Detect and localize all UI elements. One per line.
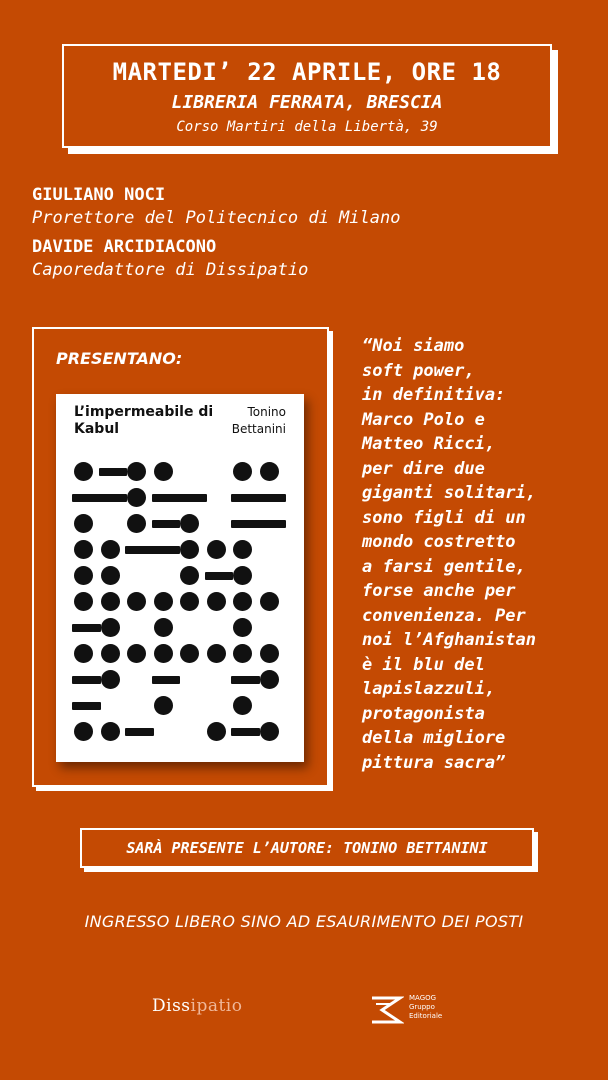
pattern-dash [258,520,287,528]
pattern-dot [74,540,93,559]
pattern-dot [260,592,279,611]
pattern-dot [74,644,93,663]
speakers-list [32,184,400,288]
magog-line: MAGOG [409,994,437,1002]
pattern-dash [72,702,101,710]
pattern-dash [125,546,154,554]
magog-line: Gruppo [409,1003,435,1011]
pattern-dot [127,592,146,611]
pattern-dash [72,676,101,684]
pattern-dot [233,618,252,637]
book-cover-pattern [74,462,286,752]
pattern-dot [101,722,120,741]
speaker-name: DAVIDE ARCIDIACONO [32,237,217,257]
pattern-dash [258,494,287,502]
pattern-dot [154,462,173,481]
pattern-dot [74,566,93,585]
pattern-dot [74,722,93,741]
event-address: Corso Martiri della Libertà, 39 [176,119,438,135]
pattern-dot [101,644,120,663]
pattern-dash [125,728,154,736]
pattern-dash [72,624,101,632]
pattern-dot [154,618,173,637]
pattern-dot [154,644,173,663]
pattern-dot [233,592,252,611]
pattern-dot [154,696,173,715]
dissipatio-logo [152,996,242,1016]
book-quote: “Noi siamo soft power, in definitiva: Marco Polo e Matteo Ricci, per dire due giganti solitari, sono figli di un mondo costretto a farsi gentile, forse anche per convenienza. Per noi l’Afghanistan è il blu del lapislazzuli, protagonista della migliore pittura sacra” [362,336,536,773]
author-notice: SARÀ PRESENTE L’AUTORE: TONINO BETTANINI [80,828,534,868]
pattern-dash [231,520,260,528]
pattern-dot [127,514,146,533]
pattern-dot [260,644,279,663]
pattern-dot [180,514,199,533]
pattern-dot [233,462,252,481]
pattern-dot [127,488,146,507]
pattern-dot [101,592,120,611]
pattern-dot [233,566,252,585]
pattern-dash [99,468,128,476]
pattern-dash [231,676,260,684]
pattern-dot [207,644,226,663]
speaker-name: GIULIANO NOCI [32,185,166,205]
event-header-box [62,44,552,148]
pattern-dot [207,722,226,741]
pattern-dot [180,592,199,611]
magog-logo-text [409,994,442,1021]
pattern-dot [74,462,93,481]
pattern-dot [260,670,279,689]
pattern-dash [231,494,260,502]
dissipatio-logo-left: Diss [152,996,191,1016]
pattern-dash [152,676,181,684]
pattern-dot [260,462,279,481]
pattern-dot [233,696,252,715]
pattern-dot [101,618,120,637]
pattern-dot [127,644,146,663]
entrance-notice: INGRESSO LIBERO SINO AD ESAURIMENTO DEI POSTI [84,912,524,931]
pattern-dot [180,566,199,585]
pattern-dot [233,540,252,559]
pattern-dot [260,722,279,741]
dissipatio-logo-right: ipatio [190,996,243,1016]
pattern-dash [231,728,260,736]
pattern-dash [205,572,234,580]
book-author: Tonino Bettanini [231,405,286,436]
book-cover [56,394,304,762]
pattern-dot [207,592,226,611]
magog-logo-icon [370,994,404,1026]
magog-logo [370,994,460,1026]
pattern-dot [233,644,252,663]
pattern-dot [180,540,199,559]
pattern-dot [74,514,93,533]
magog-line: Editoriale [409,1012,443,1020]
pattern-dot [207,540,226,559]
pattern-dash [152,494,181,502]
pattern-dot [101,670,120,689]
speaker-role: Prorettore del Politecnico di Milano [32,208,401,228]
pattern-dot [127,462,146,481]
pattern-dash [178,494,207,502]
pattern-dot [180,644,199,663]
pattern-dash [152,546,181,554]
event-venue: LIBRERIA FERRATA, BRESCIA [171,92,443,113]
pattern-dot [101,540,120,559]
pattern-dash [72,494,101,502]
book-title: L’impermeabile di Kabul [74,404,214,437]
pattern-dot [101,566,120,585]
pattern-dot [74,592,93,611]
pattern-dash [99,494,128,502]
speaker-role: Caporedattore di Dissipatio [32,260,309,280]
event-date: MARTEDI’ 22 APRILE, ORE 18 [112,58,502,86]
pattern-dash [152,520,181,528]
presentation-label: PRESENTANO: [56,349,183,368]
pattern-dot [154,592,173,611]
presentation-box [32,327,329,787]
